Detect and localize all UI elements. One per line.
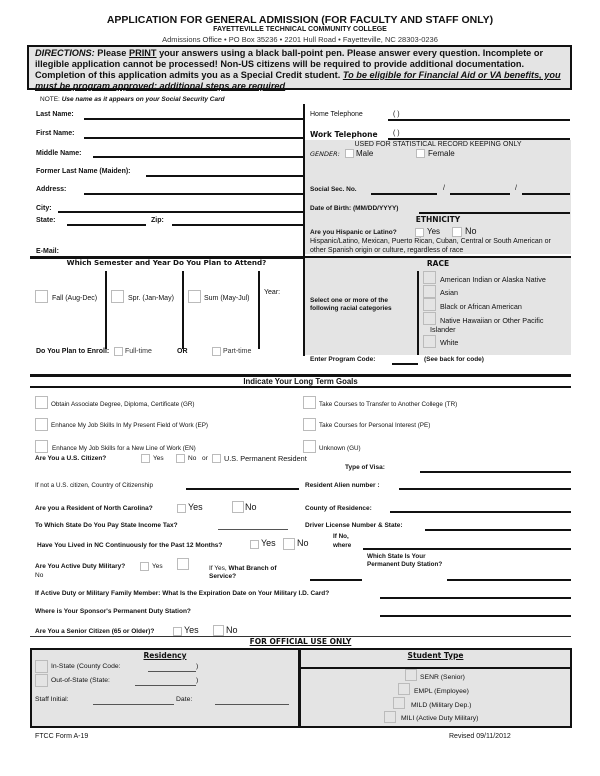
goal-en-checkbox[interactable]	[35, 440, 48, 453]
goal-en-label: Enhance My Job Skills for a New Line of Work (EN)	[52, 445, 196, 452]
income-tax-state-field[interactable]	[218, 529, 288, 530]
work-phone-label: Work Telephone	[310, 130, 378, 139]
race-asian-checkbox[interactable]	[423, 285, 436, 298]
goal-tr-label: Take Courses to Transfer to Another College (TR)	[319, 401, 458, 408]
visa-type-label: Type of Visa:	[345, 464, 385, 471]
hispanic-question: Are you Hispanic or Latino?	[310, 229, 397, 236]
nc-resident-no-checkbox[interactable]	[232, 501, 244, 513]
note	[40, 96, 225, 103]
goals-heading-underline	[30, 386, 571, 388]
dob-label: Date of Birth: (MM/DD/YYYY)	[310, 205, 399, 212]
resident-alien-field[interactable]	[399, 488, 571, 490]
first-name-label: First Name:	[36, 130, 75, 137]
goal-pe-checkbox[interactable]	[303, 418, 316, 431]
race-american-indian-checkbox[interactable]	[423, 271, 436, 284]
us-citizen-yes-checkbox[interactable]	[141, 454, 150, 463]
summer-checkbox[interactable]	[188, 290, 201, 303]
hispanic-no-label: No	[465, 226, 477, 236]
directions-box	[27, 45, 572, 90]
zip-label: Zip:	[151, 217, 164, 224]
senr-checkbox[interactable]	[405, 669, 417, 681]
id-expiration-question: If Active Duty or Military Family Member: What Is the Expiration Date on Your Military I.D. Card?	[35, 590, 330, 597]
home-phone-area-code: ( )	[393, 111, 400, 118]
active-duty-no-checkbox[interactable]	[177, 558, 189, 570]
note-label: NOTE:	[40, 96, 60, 103]
semester-divider-3	[258, 271, 260, 349]
college-name: FAYETTEVILLE TECHNICAL COMMUNITY COLLEGE	[213, 26, 387, 33]
form-title: APPLICATION FOR GENERAL ADMISSION (FOR FACULTY AND STAFF ONLY)	[106, 14, 494, 26]
service-label: Service?	[209, 573, 237, 580]
us-citizen-no-label: No	[188, 455, 197, 462]
sponsor-station-question: Where is Your Sponsor's Permanent Duty Station?	[35, 608, 191, 615]
student-type-divider	[299, 667, 572, 669]
country-citizenship-field[interactable]	[186, 488, 299, 490]
program-code-label: Enter Program Code:	[310, 356, 376, 363]
nc-resident-yes-checkbox[interactable]	[177, 504, 186, 513]
goal-gr-checkbox[interactable]	[35, 396, 48, 409]
mild-label: MILD (Military Dep.)	[411, 702, 472, 709]
last-name-label: Last Name:	[36, 111, 74, 118]
gender-female-label: Female	[428, 149, 455, 158]
mild-checkbox[interactable]	[393, 697, 405, 709]
out-of-state-field[interactable]	[135, 685, 196, 686]
part-time-label: Part-time	[223, 348, 252, 355]
out-of-state-label: Out-of-State (State:	[51, 677, 110, 684]
country-citizenship-label: If not a U.S. citizen, Country of Citizenship	[35, 482, 153, 489]
senior-no-label: No	[226, 625, 238, 635]
note-text: Use name as it appears on your Social Security Card	[61, 96, 225, 103]
senior-yes-label: Yes	[184, 625, 199, 635]
race-pacific-islander-wrap: Islander	[430, 325, 456, 334]
admissions-address: Admissions Office • PO Box 35236 • 2201 Hull Road • Fayetteville, NC 28303-0236	[162, 35, 438, 44]
us-citizen-or-label: or	[202, 455, 208, 462]
senior-no-checkbox[interactable]	[213, 625, 224, 636]
semester-divider-1	[105, 271, 107, 349]
driver-license-label: Driver License Number & State:	[305, 522, 403, 529]
us-citizen-no-checkbox[interactable]	[176, 454, 185, 463]
race-white-checkbox[interactable]	[423, 335, 436, 348]
goal-gu-checkbox[interactable]	[303, 440, 316, 453]
empl-label: EMPL (Employee)	[414, 688, 469, 695]
lived-nc-question: Have You Lived in NC Continuously for the Past 12 Months?	[37, 542, 223, 549]
duty-state-field[interactable]	[447, 579, 571, 581]
ssn-slash-1: /	[443, 185, 445, 192]
branch-service-field[interactable]	[310, 579, 362, 581]
full-time-label: Full-time	[125, 348, 152, 355]
goal-tr-checkbox[interactable]	[303, 396, 316, 409]
semester-divider-2	[182, 271, 184, 349]
out-of-state-close-paren: )	[196, 677, 199, 684]
fall-label: Fall (Aug-Dec)	[52, 295, 98, 302]
sponsor-station-field[interactable]	[380, 615, 571, 617]
directions-text-2: your answers using a black ball-point pen. Please answer every question. Incomplete or illegible application cannot be processed! Non-US citizens will be required to provide additional documentation. Completion of this application admits you as a Special Credit student.	[35, 48, 544, 80]
middle-name-label: Middle Name:	[36, 150, 82, 157]
full-time-checkbox[interactable]	[114, 347, 123, 356]
race-heading: RACE	[426, 259, 450, 268]
race-black-checkbox[interactable]	[423, 298, 436, 311]
perm-resident-checkbox[interactable]	[212, 454, 221, 463]
staff-initial-field[interactable]	[93, 704, 174, 705]
city-label: City:	[36, 205, 52, 212]
duty-state-label: Which State Is Your Permanent Duty Station?	[367, 553, 443, 568]
senr-label: SENR (Senior)	[420, 674, 465, 681]
nc-resident-question: Are you a Resident of North Carolina?	[35, 505, 153, 512]
lived-nc-no-checkbox[interactable]	[283, 538, 295, 550]
hispanic-no-checkbox[interactable]	[452, 227, 462, 237]
perm-resident-label: U.S. Permanent Resident	[224, 454, 307, 463]
fall-checkbox[interactable]	[35, 290, 48, 303]
hispanic-yes-checkbox[interactable]	[415, 228, 424, 237]
address-label: Address:	[36, 186, 67, 193]
address-field[interactable]	[84, 193, 304, 195]
out-of-state-checkbox[interactable]	[35, 674, 48, 687]
last-name-field[interactable]	[84, 118, 304, 120]
goal-ep-label: Enhance My Job Skills In My Present Field of Work (EP)	[51, 422, 209, 429]
county-code-field[interactable]	[148, 671, 196, 672]
goal-gr-label: Obtain Associate Degree, Diploma, Certificate (GR)	[51, 401, 195, 408]
senior-yes-checkbox[interactable]	[173, 627, 182, 636]
if-no-label: If No,	[333, 533, 349, 540]
year-label: Year:	[264, 289, 281, 296]
date-label: Date:	[176, 696, 193, 703]
if-yes-label: If Yes,	[209, 565, 227, 572]
goal-pe-label: Take Courses for Personal Interest (PE)	[319, 422, 431, 429]
visa-type-field[interactable]	[420, 471, 571, 473]
financial-aid-note: To be eligible for Financial Aid or VA benefits, you must be program approved; additional steps are required	[35, 70, 561, 91]
senior-question: Are You a Senior Citizen (65 or Older)?	[35, 628, 155, 635]
ssn-slash-2: /	[515, 185, 517, 192]
active-duty-yes-checkbox[interactable]	[140, 562, 149, 571]
id-expiration-field[interactable]	[380, 597, 571, 599]
semester-heading: Which Semester and Year Do You Plan to Attend?	[66, 258, 267, 267]
state-label: State:	[36, 217, 56, 224]
work-phone-area-code: ( )	[393, 130, 400, 137]
race-pacific-islander-checkbox[interactable]	[423, 312, 436, 325]
race-black-label: Black or African American	[440, 302, 522, 311]
email-label: E-Mail:	[36, 248, 59, 255]
state-field[interactable]	[67, 224, 146, 226]
race-prompt: Select one or more of the following racial categories	[310, 297, 392, 312]
lived-nc-yes-label: Yes	[261, 538, 276, 548]
mili-checkbox[interactable]	[384, 711, 396, 723]
zip-field[interactable]	[172, 224, 304, 226]
official-use-heading: FOR OFFICIAL USE ONLY	[249, 637, 352, 646]
gender-male-checkbox[interactable]	[345, 149, 354, 158]
race-inner-divider	[417, 271, 419, 355]
statistical-heading: USED FOR STATISTICAL RECORD KEEPING ONLY	[354, 141, 522, 148]
home-phone-field[interactable]	[388, 119, 570, 121]
summer-label: Sum (May-Jul)	[204, 295, 250, 302]
staff-initial-label: Staff Initial:	[35, 696, 69, 703]
form-id: FTCC Form A-19	[35, 733, 89, 740]
in-state-close-paren: )	[196, 663, 199, 670]
county-residence-label: County of Residence:	[305, 505, 372, 512]
race-white-label: White	[440, 338, 459, 347]
home-phone-label: Home Telephone	[310, 111, 363, 118]
residency-heading: Residency	[143, 651, 187, 660]
resident-alien-label: Resident Alien number :	[305, 482, 380, 489]
directions-label: DIRECTIONS:	[35, 48, 95, 58]
active-duty-yes-label: Yes	[152, 563, 163, 570]
race-pacific-islander-label: Native Hawaiian or Other Pacific	[440, 316, 544, 325]
empl-checkbox[interactable]	[398, 683, 410, 695]
us-citizen-question: Are You a U.S. Citizen?	[35, 455, 107, 462]
in-state-checkbox[interactable]	[35, 660, 48, 673]
program-code-field[interactable]	[392, 363, 418, 365]
dob-field[interactable]	[419, 212, 570, 214]
city-field[interactable]	[58, 211, 304, 213]
spring-label: Spr. (Jan-May)	[128, 295, 174, 302]
print-emphasis: PRINT	[128, 48, 157, 58]
ssn-part1-field[interactable]	[371, 193, 437, 195]
goal-ep-checkbox[interactable]	[35, 418, 48, 431]
race-american-indian-label: American Indian or Alaska Native	[440, 275, 546, 284]
or-label: OR	[177, 348, 188, 355]
active-duty-question: Are You Active Duty Military?	[35, 563, 126, 570]
gender-male-label: Male	[356, 149, 374, 158]
where-label: where	[333, 542, 352, 549]
county-residence-field[interactable]	[390, 511, 571, 513]
active-duty-no-label: No	[35, 572, 44, 579]
directions-end: .	[285, 81, 288, 91]
residency-box	[30, 648, 300, 728]
middle-name-field[interactable]	[93, 156, 304, 158]
nc-resident-no-label: No	[245, 502, 257, 512]
enroll-question: Do You Plan to Enroll:	[36, 348, 110, 355]
goals-heading: Indicate Your Long Term Goals	[243, 377, 358, 386]
ssn-label: Social Sec. No.	[310, 186, 357, 193]
former-last-name-label: Former Last Name (Maiden):	[36, 168, 131, 175]
if-no-where-field[interactable]	[363, 548, 571, 550]
student-type-heading: Student Type	[407, 651, 464, 660]
gender-female-checkbox[interactable]	[416, 149, 425, 158]
lived-nc-no-label: No	[297, 538, 309, 548]
date-field[interactable]	[215, 704, 289, 705]
branch-text: What Branch of	[228, 565, 277, 572]
former-last-name-field[interactable]	[146, 175, 304, 177]
program-code-hint: (See back for code)	[424, 356, 484, 363]
ssn-part2-field[interactable]	[450, 193, 510, 195]
goal-gu-label: Unknown (GU)	[319, 445, 361, 452]
hispanic-yes-label: Yes	[427, 227, 441, 236]
hispanic-definition: Hispanic/Latino, Mexican, Puerto Rican, Cuban, Central or South American or other Spanish origin or culture, regardless of race	[310, 238, 551, 254]
income-tax-question: To Which State Do You Pay State Income Tax?	[35, 522, 178, 529]
lived-nc-yes-checkbox[interactable]	[250, 540, 259, 549]
nc-resident-yes-label: Yes	[188, 502, 203, 512]
ssn-part3-field[interactable]	[522, 193, 570, 195]
part-time-checkbox[interactable]	[212, 347, 221, 356]
directions-text: Please	[94, 48, 129, 58]
in-state-label: In-State (County Code:	[51, 663, 121, 670]
spring-checkbox[interactable]	[111, 290, 124, 303]
us-citizen-yes-label: Yes	[153, 455, 164, 462]
revised-date: Revised 09/11/2012	[449, 733, 511, 740]
gender-label: GENDER:	[310, 150, 340, 158]
branch-label	[209, 565, 277, 572]
driver-license-field[interactable]	[425, 529, 571, 531]
first-name-field[interactable]	[84, 137, 304, 139]
mili-label: MILI (Active Duty Military)	[401, 715, 479, 722]
ethnicity-heading: ETHNICITY	[415, 215, 461, 224]
race-asian-label: Asian	[440, 288, 458, 297]
